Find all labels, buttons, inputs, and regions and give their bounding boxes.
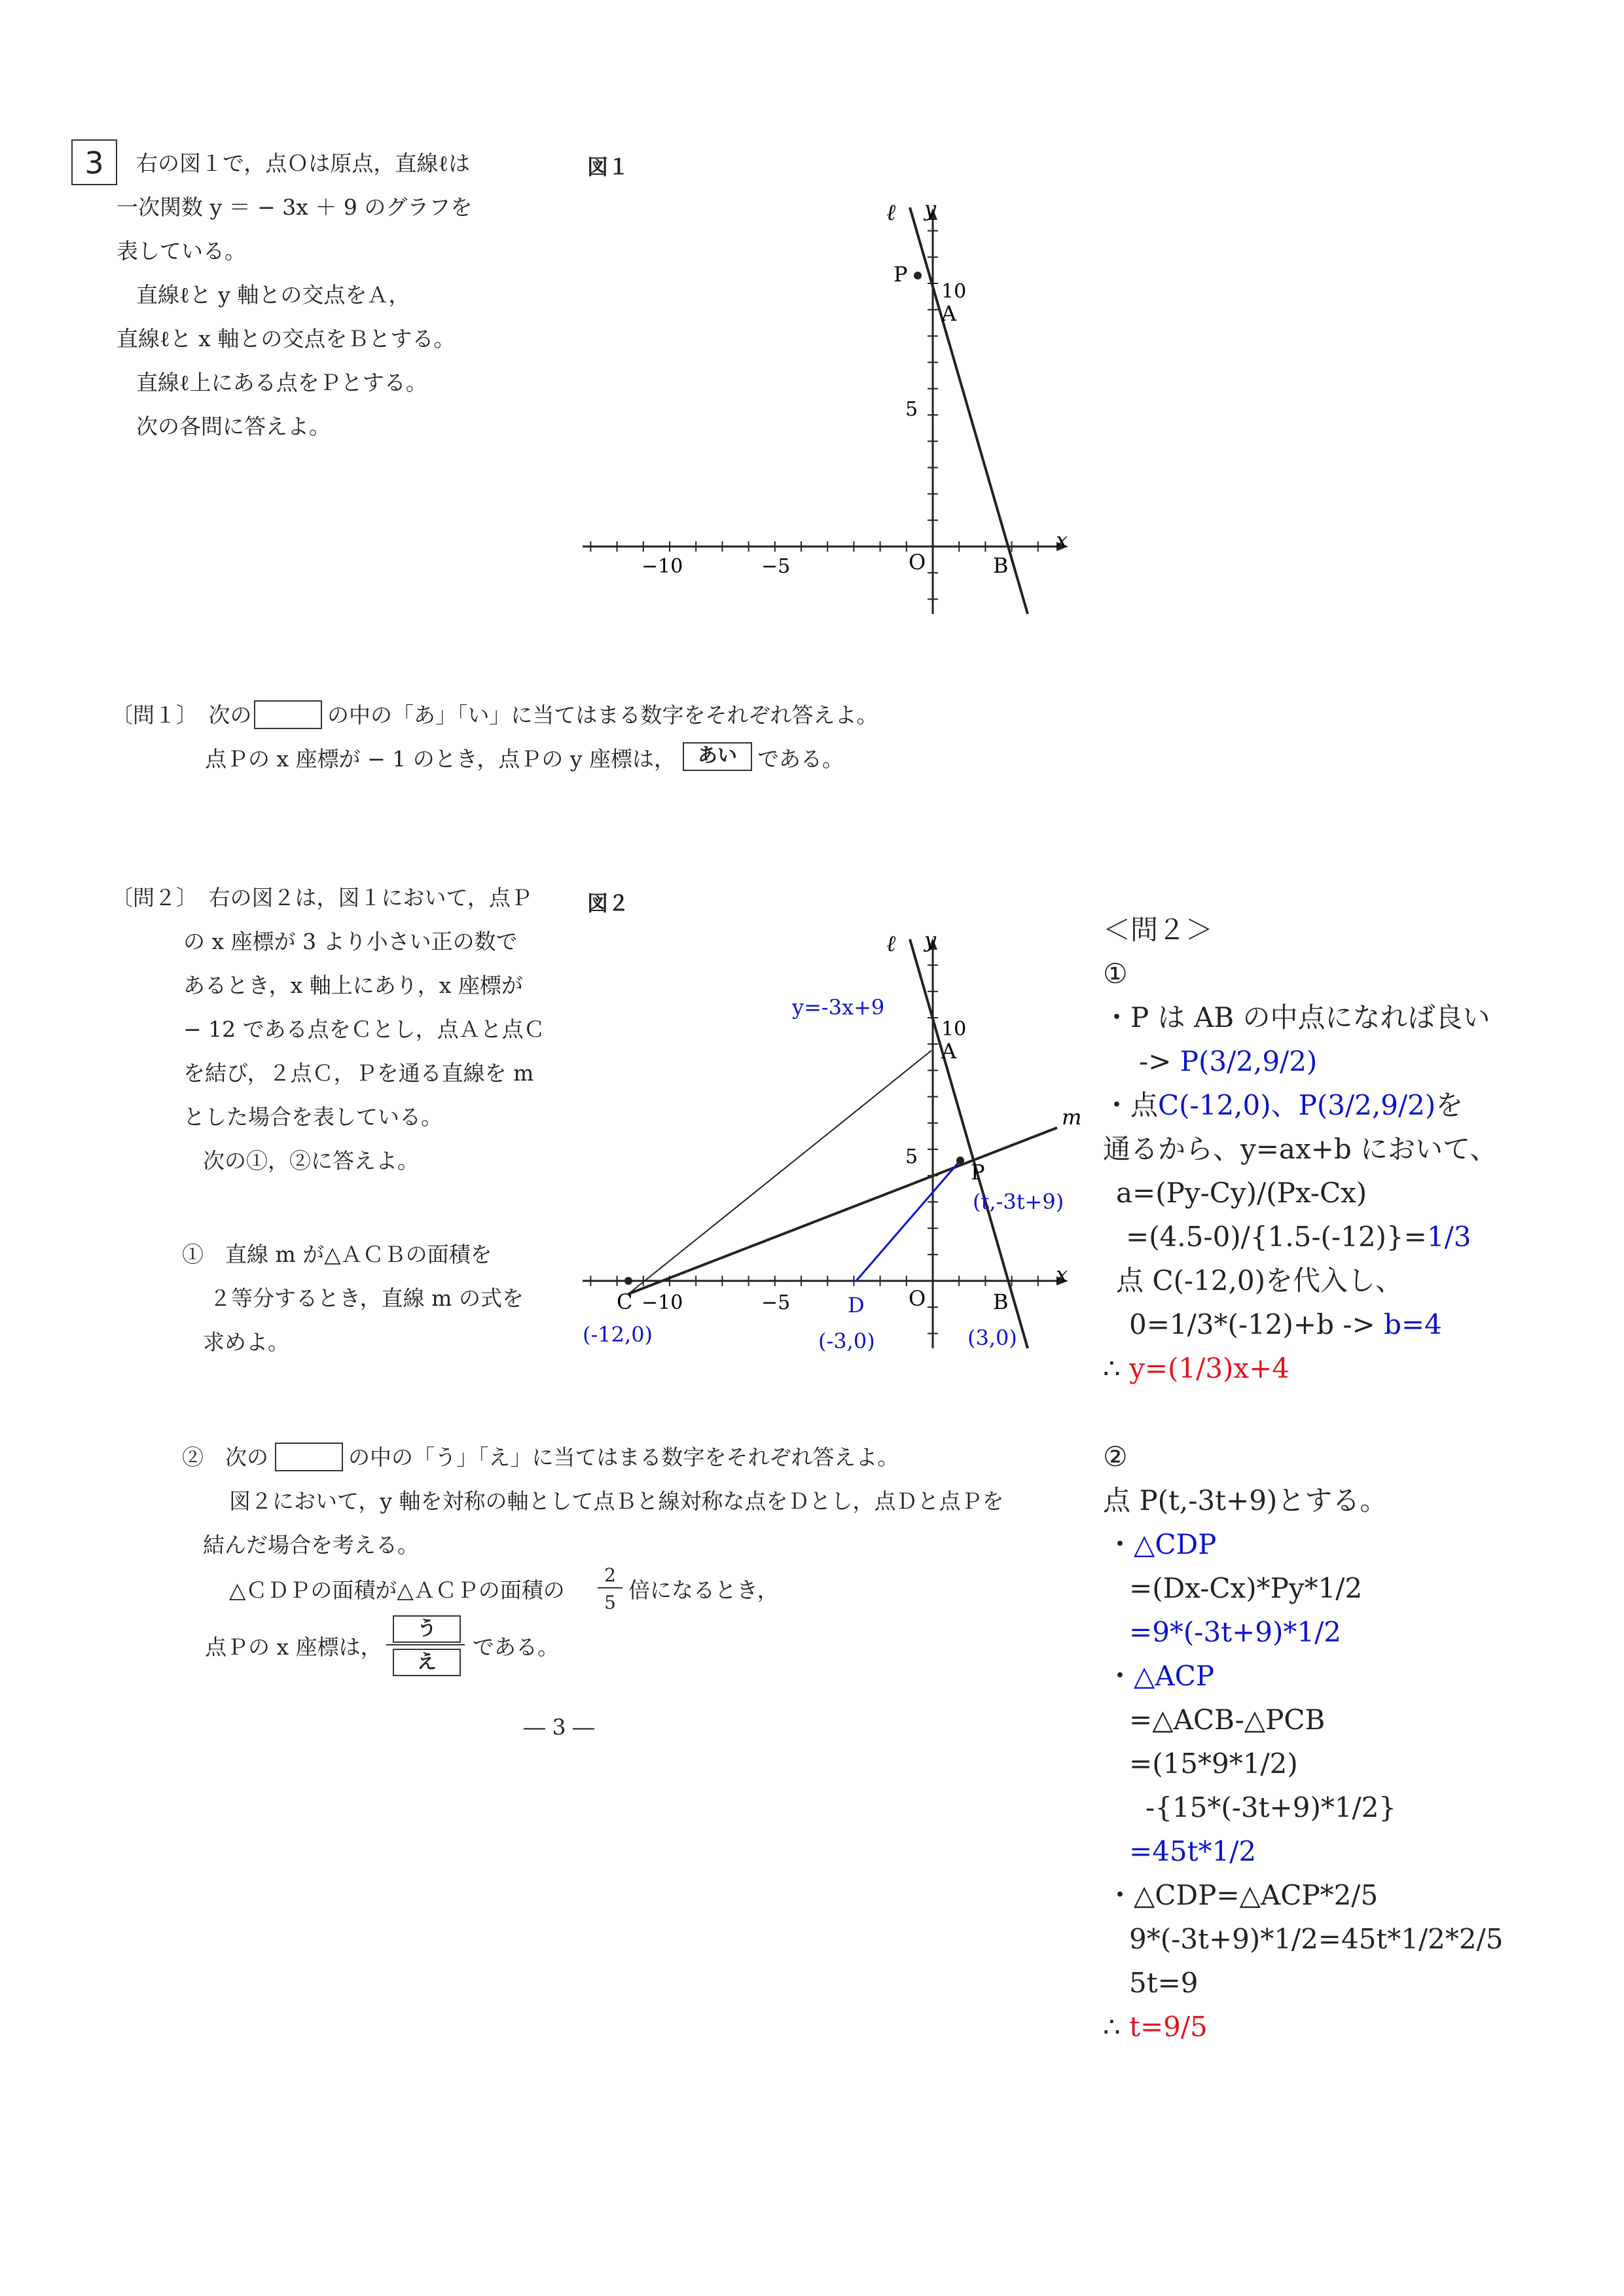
fig1-a-label: A — [941, 301, 957, 326]
intro-line: 次の各問に答えよ。 — [136, 414, 331, 439]
fraction-numerator: 2 — [604, 1564, 616, 1586]
intro-line: 直線ℓ上にある点をＰとする。 — [136, 370, 427, 395]
fig2-eq-label: y=-3x+9 — [792, 995, 885, 1020]
notes-acp: △ACP — [1134, 1660, 1215, 1692]
notes-line: =9*(-3t+9)*1/2 — [1129, 1616, 1341, 1648]
notes-part2-label: ② — [1103, 1441, 1128, 1473]
fig2-x-label: x — [1056, 1262, 1068, 1287]
intro-line: 表している。 — [117, 238, 246, 264]
q1-line1-post: の中の「あ」「い」に当てはまる数字をそれぞれ答えよ。 — [327, 702, 878, 728]
q2-fraction-bar — [386, 1644, 465, 1645]
q2-line: あるとき，x 軸上にあり，x 座標が — [183, 973, 523, 998]
notes-line — [1106, 1662, 1214, 1690]
notes-text: 0=1/3*(-12)+b -> — [1129, 1308, 1375, 1340]
notes-line: =△ACB-△PCB — [1129, 1704, 1326, 1736]
q2-sub1-line: ① 直線 m が△ＡＣＢの面積を — [182, 1242, 492, 1267]
fig2-xm10: −10 — [641, 1291, 683, 1314]
fig2-c-label: C — [617, 1289, 633, 1314]
q2-sub1-line: 求めよ。 — [203, 1329, 289, 1355]
fig1-p-label: P — [893, 262, 908, 287]
notes-line: 9*(-3t+9)*1/2=45t*1/2*2/5 — [1129, 1923, 1504, 1955]
q2-answer-box-u[interactable]: う — [393, 1615, 461, 1643]
fig2-point-p — [956, 1157, 964, 1164]
page-number: ― 3 ― — [524, 1714, 594, 1740]
intro-line: 直線ℓと x 軸との交点をＢとする。 — [117, 326, 456, 351]
notes-line: =(15*9*1/2) — [1129, 1748, 1298, 1780]
q2-answer-box-e[interactable]: え — [393, 1649, 461, 1676]
notes-answer-1: y=(1/3)x+4 — [1129, 1352, 1290, 1384]
fig1-ell-label: ℓ — [886, 200, 896, 226]
fig2-xm5: −5 — [761, 1291, 791, 1314]
intro-line: 右の図１で，点Ｏは原点，直線ℓは — [136, 151, 471, 176]
fig2-y-label: y — [924, 927, 937, 952]
notes-slope: 1/3 — [1426, 1221, 1471, 1253]
intro-line: 直線ℓと y 軸との交点をＡ， — [136, 282, 410, 308]
fig1-y5: 5 — [905, 398, 918, 421]
q2-sub2-line1-post: の中の「う」「え」に当てはまる数字をそれぞれ答えよ。 — [348, 1444, 899, 1470]
notes-midpoint: P(3/2,9/2) — [1180, 1045, 1318, 1077]
fig2-point-c — [624, 1277, 632, 1285]
q1-blank-box — [254, 700, 322, 729]
notes-therefore: ∴ — [1103, 2011, 1121, 2043]
notes-line: 通るから、y=ax+b において、 — [1103, 1133, 1498, 1165]
q2-sub2-line1-pre: ② 次の — [182, 1444, 268, 1470]
notes-line — [1106, 1528, 1217, 1560]
q2-line: 次の①，②に答えよ。 — [203, 1148, 419, 1174]
notes-arrow: -> — [1139, 1045, 1172, 1077]
fig1-label: 図１ — [587, 154, 630, 179]
q2-line: 〔問２〕 右の図２は，図１において，点Ｐ — [111, 885, 532, 910]
fig2-b-label: B — [993, 1289, 1009, 1314]
notes-line — [1139, 1045, 1318, 1077]
fig1-x-label: x — [1056, 528, 1068, 552]
fig2-d-coord: (-3,0) — [818, 1329, 875, 1354]
fig2-b-coord: (3,0) — [967, 1325, 1017, 1350]
fig2-y5: 5 — [905, 1145, 918, 1168]
fig1-xm10: −10 — [641, 555, 683, 578]
notes-line: =45t*1/2 — [1129, 1835, 1257, 1867]
intro-line: 一次関数 y ＝ − 3x ＋ 9 のグラフを — [117, 194, 473, 220]
notes-therefore: ∴ — [1103, 1352, 1121, 1384]
q1-answer-box[interactable]: あい — [683, 742, 752, 771]
fraction-denominator: 5 — [604, 1592, 616, 1613]
notes-part1-label: ① — [1103, 958, 1128, 990]
notes-line: ・P は AB の中点になれば良い — [1103, 1001, 1490, 1033]
notes-cdp: △CDP — [1134, 1528, 1217, 1560]
notes-line: -{15*(-3t+9)*1/2} — [1146, 1791, 1397, 1823]
notes-text: =(4.5-0)/{1.5-(-12)}= — [1126, 1221, 1427, 1253]
notes-heading: ＜問２＞ — [1103, 914, 1214, 946]
q1-line2-post: である。 — [757, 746, 844, 772]
notes-line: a=(Py-Cy)/(Px-Cx) — [1116, 1177, 1367, 1209]
q2-blank-box — [275, 1443, 343, 1471]
fig2-p-coord: (t,-3t+9) — [973, 1189, 1064, 1214]
q2-sub2-line5-post: である。 — [473, 1634, 559, 1660]
fig1-point-p — [914, 272, 922, 279]
notes-text: ・点 — [1103, 1089, 1159, 1121]
q2-line: を結び，２点Ｃ，Ｐを通る直線を m — [183, 1060, 534, 1086]
notes-line: =(Dx-Cx)*Py*1/2 — [1129, 1572, 1363, 1604]
fig2-c-coord: (-12,0) — [583, 1322, 653, 1347]
q1-line2-pre: 点Ｐの x 座標が − 1 のとき，点Ｐの y 座標は， — [205, 746, 676, 772]
fig2-segment-dp — [856, 1160, 960, 1281]
fig2-d-label: D — [848, 1293, 865, 1318]
q2-sub2-line2: 図２において，y 軸を対称の軸として点Ｂと線対称な点をＤとし，点Ｄと点Ｐを — [229, 1488, 1004, 1514]
q2-line: とした場合を表している。 — [183, 1104, 442, 1130]
fig2-ell-label: ℓ — [886, 931, 896, 957]
q2-sub2-line4-post: 倍になるとき， — [628, 1577, 779, 1603]
notes-text: を — [1435, 1089, 1464, 1121]
notes-line — [1103, 1352, 1290, 1384]
fig2-a-label: A — [941, 1039, 957, 1064]
notes-line — [1129, 1308, 1442, 1340]
fig1-xm5: −5 — [761, 555, 791, 578]
fraction-bar — [598, 1587, 623, 1588]
fig1-y-label: y — [924, 196, 937, 221]
q2-sub2-line5-pre: 点Ｐの x 座標は， — [205, 1634, 382, 1660]
notes-text: ・ — [1106, 1660, 1134, 1692]
q2-line: − 12 である点をＣとし，点Ａと点Ｃ — [183, 1016, 545, 1042]
fig1-b-label: B — [993, 553, 1009, 578]
notes-line: 点 C(-12,0)を代入し、 — [1116, 1265, 1403, 1297]
notes-line: ・△CDP=△ACP*2/5 — [1106, 1879, 1379, 1911]
q1-line1-pre: 〔問１〕 次の — [111, 702, 252, 728]
fig2-p-label: P — [971, 1160, 985, 1185]
problem-number: 3 — [84, 145, 104, 181]
notes-line — [1126, 1223, 1471, 1251]
notes-line — [1103, 2013, 1208, 2041]
fig2-label: 図２ — [587, 891, 630, 916]
notes-intercept: b=4 — [1384, 1308, 1442, 1340]
fig2-line-ell — [910, 939, 1028, 1348]
fig1-y10: 10 — [941, 280, 967, 303]
notes-line: 5t=9 — [1129, 1967, 1199, 1999]
fig2-graph — [576, 920, 1100, 1378]
notes-line: 点 P(t,-3t+9)とする。 — [1103, 1484, 1388, 1516]
fig2-o-label: O — [909, 1286, 926, 1311]
notes-answer-2: t=9/5 — [1129, 2011, 1208, 2043]
fig2-segment-ac — [628, 1050, 931, 1294]
q2-sub2-line4-pre: △ＣＤＰの面積が△ＡＣＰの面積の — [229, 1577, 565, 1603]
fig1-o-label: O — [909, 550, 926, 575]
notes-text: ・ — [1106, 1528, 1134, 1560]
notes-points: C(-12,0)、P(3/2,9/2) — [1158, 1089, 1436, 1121]
notes-line — [1103, 1089, 1464, 1121]
q2-line: の x 座標が 3 より小さい正の数で — [183, 929, 518, 954]
fig2-m-label: m — [1062, 1105, 1082, 1130]
q2-sub2-line3: 結んだ場合を考える。 — [203, 1532, 419, 1558]
fig1-line-ell — [910, 207, 1028, 614]
fig2-y10: 10 — [941, 1018, 967, 1041]
fig1-graph — [576, 190, 1087, 622]
q2-sub1-line: ２等分するとき，直線 m の式を — [209, 1285, 524, 1311]
